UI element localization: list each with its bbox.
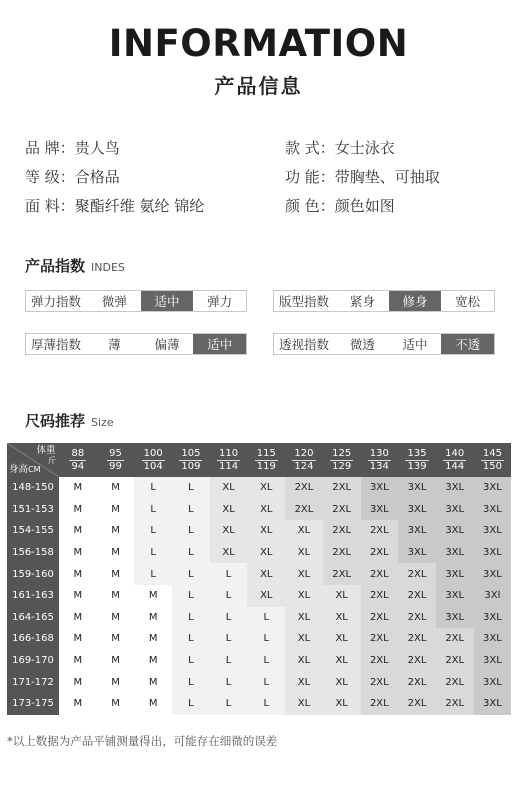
elasticity-index bbox=[25, 290, 247, 312]
thickness-option-3: 适中 bbox=[193, 334, 246, 354]
size-cell: 3XL bbox=[474, 607, 512, 629]
size-cell: 2XL bbox=[398, 671, 436, 693]
transparency-index-label: 透视指数 bbox=[279, 337, 330, 352]
size-cell: 3XL bbox=[436, 499, 474, 521]
size-cell: L bbox=[172, 563, 210, 585]
size-cell: L bbox=[247, 650, 285, 672]
size-cell: 3XL bbox=[436, 477, 474, 499]
size-cell: L bbox=[172, 499, 210, 521]
size-table-header bbox=[7, 443, 511, 477]
size-cell: 3XL bbox=[361, 499, 399, 521]
elasticity-option-3: 弹力 bbox=[207, 294, 233, 309]
size-cell: 3XL bbox=[474, 520, 512, 542]
thickness-index bbox=[25, 333, 247, 355]
size-cell: 2XL bbox=[361, 585, 399, 607]
title-english: INFORMATION bbox=[108, 22, 409, 65]
weight-header-11: 145 150 bbox=[474, 443, 512, 477]
size-cell: 2XL bbox=[436, 650, 474, 672]
size-cell: M bbox=[97, 607, 135, 629]
size-section-title-text: 尺码推荐 bbox=[25, 412, 86, 430]
elasticity-option-1: 微弹 bbox=[101, 294, 127, 309]
weight-header-1: 95 99 bbox=[97, 443, 135, 477]
title-chinese: 产品信息 bbox=[214, 74, 303, 98]
info-fabric: 面 料：聚酯纤维 氨纶 锦纶 bbox=[25, 197, 205, 215]
weight-header-0: 88 94 bbox=[59, 443, 97, 477]
size-cell: 3XL bbox=[474, 477, 512, 499]
size-cell: M bbox=[134, 671, 172, 693]
size-cell: XL bbox=[210, 520, 248, 542]
size-cell: L bbox=[172, 650, 210, 672]
index-section-title bbox=[25, 255, 125, 276]
size-cell: XL bbox=[285, 542, 323, 564]
size-cell: L bbox=[210, 650, 248, 672]
height-label: 161-163 bbox=[7, 585, 59, 607]
size-cell: L bbox=[134, 499, 172, 521]
size-cell: 2XL bbox=[398, 585, 436, 607]
info-style: 款 式：女士泳衣 bbox=[285, 139, 395, 157]
height-label: 156-158 bbox=[7, 542, 59, 564]
size-cell: 2XL bbox=[361, 650, 399, 672]
transparency-option-3: 不透 bbox=[441, 334, 494, 354]
size-cell: XL bbox=[285, 693, 323, 715]
size-cell: 3XL bbox=[398, 520, 436, 542]
size-cell: M bbox=[134, 650, 172, 672]
size-cell: 2XL bbox=[436, 628, 474, 650]
size-cell: 3XL bbox=[436, 585, 474, 607]
table-row bbox=[7, 671, 511, 693]
size-cell: L bbox=[247, 693, 285, 715]
thickness-index-label: 厚薄指数 bbox=[31, 337, 82, 352]
table-row bbox=[7, 563, 511, 585]
size-cell: M bbox=[97, 542, 135, 564]
table-row bbox=[7, 520, 511, 542]
size-cell: XL bbox=[323, 693, 361, 715]
transparency-option-2: 适中 bbox=[402, 337, 428, 352]
size-cell: XL bbox=[247, 585, 285, 607]
size-cell: L bbox=[134, 563, 172, 585]
index-section-title-text: 产品指数 bbox=[25, 257, 86, 275]
size-cell: XL bbox=[247, 499, 285, 521]
size-cell: M bbox=[59, 542, 97, 564]
size-cell: XL bbox=[323, 628, 361, 650]
weight-header-8: 130 134 bbox=[361, 443, 399, 477]
table-row bbox=[7, 607, 511, 629]
size-cell: M bbox=[59, 671, 97, 693]
size-cell: XL bbox=[323, 650, 361, 672]
size-cell: M bbox=[59, 499, 97, 521]
size-cell: L bbox=[247, 671, 285, 693]
measurement-note: *以上数据为产品平铺测量得出，可能存在细微的误差 bbox=[7, 734, 278, 748]
info-function: 功 能：带胸垫、可抽取 bbox=[285, 168, 440, 186]
size-cell: XL bbox=[247, 520, 285, 542]
size-cell: L bbox=[134, 542, 172, 564]
table-row bbox=[7, 585, 511, 607]
index-section-subtitle: INDES bbox=[91, 261, 125, 274]
thickness-option-1: 薄 bbox=[108, 337, 121, 352]
height-label: 173-175 bbox=[7, 693, 59, 715]
size-cell: XL bbox=[285, 520, 323, 542]
thickness-option-2: 偏薄 bbox=[154, 337, 180, 352]
size-cell: 3XL bbox=[474, 693, 512, 715]
size-cell: M bbox=[134, 693, 172, 715]
size-cell: L bbox=[172, 520, 210, 542]
size-cell: XL bbox=[285, 628, 323, 650]
height-label: 151-153 bbox=[7, 499, 59, 521]
size-cell: L bbox=[210, 607, 248, 629]
height-label: 154-155 bbox=[7, 520, 59, 542]
size-cell: M bbox=[59, 607, 97, 629]
info-color: 颜 色：颜色如图 bbox=[285, 197, 395, 215]
size-cell: 3XL bbox=[398, 542, 436, 564]
size-cell: 2XL bbox=[398, 607, 436, 629]
size-cell: 2XL bbox=[398, 650, 436, 672]
size-cell: M bbox=[134, 628, 172, 650]
size-cell: 3Xl bbox=[474, 585, 512, 607]
size-cell: 3XL bbox=[474, 542, 512, 564]
size-cell: L bbox=[172, 477, 210, 499]
size-cell: 3XL bbox=[474, 628, 512, 650]
size-cell: M bbox=[97, 585, 135, 607]
size-cell: L bbox=[172, 628, 210, 650]
size-cell: XL bbox=[323, 607, 361, 629]
size-cell: L bbox=[172, 671, 210, 693]
size-cell: XL bbox=[285, 671, 323, 693]
size-cell: 3XL bbox=[474, 671, 512, 693]
size-cell: 2XL bbox=[436, 671, 474, 693]
size-cell: 3XL bbox=[436, 607, 474, 629]
size-cell: 2XL bbox=[361, 563, 399, 585]
table-row bbox=[7, 499, 511, 521]
size-cell: M bbox=[59, 650, 97, 672]
elasticity-index-label: 弹力指数 bbox=[31, 294, 82, 309]
size-cell: 3XL bbox=[474, 650, 512, 672]
weight-header-4: 110 114 bbox=[210, 443, 248, 477]
size-cell: XL bbox=[247, 542, 285, 564]
weight-header-10: 140 144 bbox=[436, 443, 474, 477]
size-cell: 2XL bbox=[285, 499, 323, 521]
size-cell: XL bbox=[210, 499, 248, 521]
size-cell: M bbox=[97, 499, 135, 521]
info-grade: 等 级：合格品 bbox=[25, 168, 120, 186]
table-row bbox=[7, 650, 511, 672]
size-cell: L bbox=[134, 477, 172, 499]
size-cell: 2XL bbox=[323, 520, 361, 542]
weight-header-7: 125 129 bbox=[323, 443, 361, 477]
size-cell: XL bbox=[285, 585, 323, 607]
fit-option-1: 紧身 bbox=[349, 294, 375, 309]
size-cell: 3XL bbox=[436, 563, 474, 585]
size-cell: 2XL bbox=[398, 693, 436, 715]
table-row bbox=[7, 693, 511, 715]
size-cell: 2XL bbox=[285, 477, 323, 499]
size-cell: M bbox=[59, 585, 97, 607]
size-cell: 2XL bbox=[361, 628, 399, 650]
size-cell: L bbox=[210, 563, 248, 585]
size-cell: 3XL bbox=[398, 499, 436, 521]
size-cell: L bbox=[210, 671, 248, 693]
weight-header-3: 105 109 bbox=[172, 443, 210, 477]
corner-weight: 体重 斤 bbox=[36, 445, 56, 465]
fit-index bbox=[273, 290, 495, 312]
size-cell: M bbox=[97, 628, 135, 650]
size-cell: M bbox=[97, 520, 135, 542]
size-cell: 2XL bbox=[398, 563, 436, 585]
size-cell: L bbox=[210, 628, 248, 650]
size-cell: XL bbox=[210, 477, 248, 499]
size-cell: 2XL bbox=[361, 693, 399, 715]
size-cell: M bbox=[134, 607, 172, 629]
size-cell: XL bbox=[247, 563, 285, 585]
size-cell: XL bbox=[285, 607, 323, 629]
size-cell: L bbox=[172, 607, 210, 629]
size-cell: XL bbox=[247, 477, 285, 499]
size-cell: 2XL bbox=[398, 628, 436, 650]
size-cell: 3XL bbox=[436, 542, 474, 564]
size-cell: M bbox=[59, 477, 97, 499]
size-cell: 2XL bbox=[361, 607, 399, 629]
size-cell: 3XL bbox=[436, 520, 474, 542]
fit-option-2: 修身 bbox=[389, 291, 442, 311]
table-row bbox=[7, 477, 511, 499]
table-row bbox=[7, 542, 511, 564]
fit-index-label: 版型指数 bbox=[279, 294, 330, 309]
size-cell: XL bbox=[323, 671, 361, 693]
size-cell: L bbox=[172, 585, 210, 607]
height-label: 169-170 bbox=[7, 650, 59, 672]
height-label: 164-165 bbox=[7, 607, 59, 629]
size-cell: 3XL bbox=[398, 477, 436, 499]
size-cell: L bbox=[172, 693, 210, 715]
size-cell: 2XL bbox=[361, 520, 399, 542]
weight-header-9: 135 139 bbox=[398, 443, 436, 477]
transparency-option-1: 微透 bbox=[349, 337, 375, 352]
height-label: 166-168 bbox=[7, 628, 59, 650]
height-label: 148-150 bbox=[7, 477, 59, 499]
elasticity-option-2: 适中 bbox=[141, 291, 194, 311]
size-section-title bbox=[25, 410, 114, 431]
size-cell: 2XL bbox=[323, 477, 361, 499]
transparency-index bbox=[273, 333, 495, 355]
size-cell: M bbox=[97, 650, 135, 672]
size-cell: M bbox=[59, 693, 97, 715]
size-cell: 2XL bbox=[323, 542, 361, 564]
size-cell: M bbox=[59, 520, 97, 542]
size-cell: L bbox=[210, 585, 248, 607]
size-table-body bbox=[7, 477, 511, 715]
size-cell: M bbox=[97, 693, 135, 715]
size-cell: XL bbox=[323, 585, 361, 607]
size-cell: 3XL bbox=[474, 499, 512, 521]
size-cell: M bbox=[97, 563, 135, 585]
height-label: 171-172 bbox=[7, 671, 59, 693]
size-section-subtitle: Size bbox=[91, 416, 114, 429]
size-cell: 2XL bbox=[436, 693, 474, 715]
table-row bbox=[7, 628, 511, 650]
size-table-corner bbox=[7, 443, 59, 477]
weight-header-5: 115 119 bbox=[247, 443, 285, 477]
weight-header-2: 100 104 bbox=[134, 443, 172, 477]
info-brand: 品 牌：贵人鸟 bbox=[25, 139, 120, 157]
size-cell: M bbox=[59, 563, 97, 585]
fit-option-3: 宽松 bbox=[455, 294, 481, 309]
size-table bbox=[7, 443, 511, 715]
size-cell: 3XL bbox=[361, 477, 399, 499]
size-cell: L bbox=[210, 693, 248, 715]
size-cell: 2XL bbox=[361, 671, 399, 693]
size-cell: M bbox=[97, 671, 135, 693]
size-cell: L bbox=[134, 520, 172, 542]
size-cell: M bbox=[59, 628, 97, 650]
weight-header-6: 120 124 bbox=[285, 443, 323, 477]
size-cell: L bbox=[247, 628, 285, 650]
size-cell: XL bbox=[285, 563, 323, 585]
size-cell: 3XL bbox=[474, 563, 512, 585]
size-cell: M bbox=[97, 477, 135, 499]
size-cell: L bbox=[172, 542, 210, 564]
size-cell: XL bbox=[210, 542, 248, 564]
size-cell: XL bbox=[285, 650, 323, 672]
height-label: 159-160 bbox=[7, 563, 59, 585]
size-cell: 2XL bbox=[323, 499, 361, 521]
size-cell: 2XL bbox=[361, 542, 399, 564]
size-cell: M bbox=[134, 585, 172, 607]
size-cell: 2XL bbox=[323, 563, 361, 585]
corner-height: 身高CM bbox=[9, 464, 41, 475]
size-cell: L bbox=[247, 607, 285, 629]
